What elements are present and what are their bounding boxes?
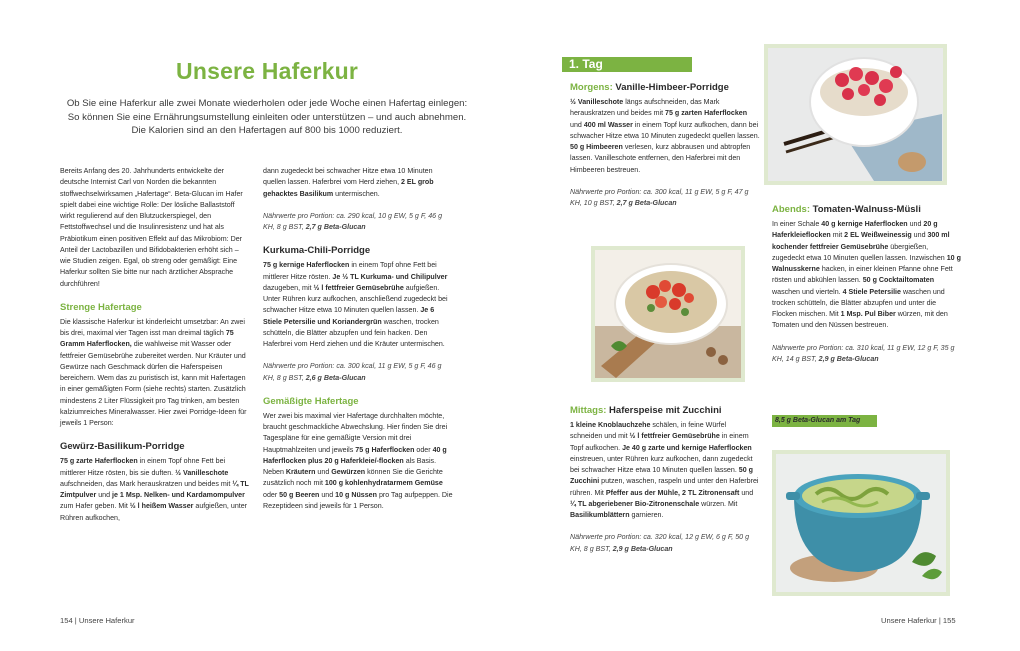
right-column-1 (570, 81, 760, 209)
nutrition-morgens: Nährwerte pro Portion: ca. 300 kcal, 11 g EW, 5 g F, 47 g KH, 10 g BST, 2,7 g Beta-Glucan (570, 187, 749, 207)
footer-right: Unsere Haferkur | 155 (881, 616, 956, 625)
heading-abends: Abends: Tomaten-Walnuss-Müsli (772, 204, 921, 215)
heading-gemaessigte-hafertage: Gemäßigte Hafertage (263, 395, 359, 407)
nutrition-gewuerz: Nährwerte pro Portion: ca. 290 kcal, 10 g EW, 5 g F, 46 g KH, 8 g BST, 2,7 g Beta-Glucan (263, 211, 443, 231)
photo-zucchini-haferspeise (772, 450, 950, 596)
zucchini-pot-image (772, 450, 950, 596)
intro-text: Bereits Anfang des 20. Jahrhunderts entwickelte der deutsche Internist Carl von Norden die bekannten stoffwechselwirksamen „Hafertage“. Beta-Glucan im Hafer spielt dabei eine wichtige Rolle: Der lösliche Ballaststoff wirkt regulierend auf den Blutzuckerspiegel, den Fettstoffwechsel und die Insulinresistenz und hat als Präbiotikum einen positiven Effekt auf das Mikrobiom: Der Anteil der Lactobazillen und Bifidobakterien erhöht sich – wie Studien zeigen. Egal, ob streng oder gemäßigt: Eine Haferkur sollten Sie bitte nur nach ärztlicher Absprache durchführen! (60, 167, 243, 288)
porridge-bowl-raspberry-image (764, 44, 947, 185)
photo-kurkuma-porridge (591, 246, 745, 382)
photo-vanille-porridge (764, 44, 947, 185)
left-column-1 (60, 166, 250, 524)
morgens-recipe: ½ Vanilleschote längs aufschneiden, das Mark herauskratzen und beides mit 75 g zarten Haferflocken und 400 ml Wasser in einem Topf kurz aufkochen, dann bei schwacher Hitze etwa 10 Minuten zugedeckt quellen lassen. 50 g Himbeeren verlesen, kurz abbrausen und abtropfen lassen. Vanilleschote entfernen, den Haferbrei mit den Himbeeren bestreuen. (570, 98, 760, 174)
gewuerz-recipe: 75 g zarte Haferflocken in einem Topf ohne Fett bei mittlerer Hitze rösten, bis sie duften. ½ Vanilleschote aufschneiden, das Mark herauskratzen und beides mit ¼ TL Zimtpulver und je 1 Msp. Nelken- und Kardamompulver zum Hafer geben. Mit ½ l heißem Wasser aufgießen, unter Rühren aufkochen, (60, 457, 249, 522)
heading-strenge-hafertage: Strenge Hafertage (60, 301, 142, 313)
page-title: Unsere Haferkur (176, 58, 358, 84)
mittags-recipe: 1 kleine Knoblauchzehe schälen, in feine Würfel schneiden und mit ½ l fettfreier Gemüsebrühe in einem Topf aufkochen. Je 40 g zarte und kernige Haferflocken einstreuen, unter Rühren kurz aufkochen, dann zugedeckt bei schwacher Hitze etwa 10 Minuten quellen lassen. 50 g Zucchini putzen, waschen, raspeln und unter den Haferbrei rühren. Mit Pfeffer aus der Mühle, 2 TL Zitronensaft und ¼ TL abgeriebener Bio-Zitronenschale würzen. Mit Basilikumblättern garnieren. (570, 421, 759, 519)
nutrition-kurkuma: Nährwerte pro Portion: ca. 300 kcal, 11 g EW, 5 g F, 46 g KH, 8 g BST, 2,6 g Beta-Glucan (263, 362, 442, 382)
nutrition-abends: Nährwerte pro Portion: ca. 310 kcal, 11 g EW, 12 g F, 35 g KH, 14 g BST, 2,9 g Beta-Glucan (772, 343, 955, 363)
heading-mittags: Mittags: Haferspeise mit Zucchini (570, 405, 722, 416)
day-tag: 1. Tag (562, 57, 692, 72)
abends-recipe: In einer Schale 40 g kernige Haferflocken und 20 g Haferkleieflocken mit 2 EL Weißweinessig und 300 ml kochender fettfreier Gemüsebrühe übergießen, zugedeckt etwa 10 Minuten quellen lassen. Inzwischen 10 g Walnusskerne hacken, in einer kleinen Pfanne ohne Fett rösten und abkühlen lassen. 50 g Cocktailtomaten waschen und vierteln. 4 Stiele Petersilie waschen und trocken schütteln, die Blätter abzupfen und unter die Flocken mischen. Mit 1 Msp. Pul Biber würzen, mit den Tomaten und den Nüssen bestreuen. (772, 220, 961, 330)
kurkuma-recipe: 75 g kernige Haferflocken in einem Topf ohne Fett bei mittlerer Hitze rösten. Je ½ TL Kurkuma- und Chilipulver dazugeben, mit ½ l fettfreier Gemüsebrühe aufgießen. Unter Rühren kurz aufkochen, anschließend zugedeckt bei schwacher Hitze etwa 10 Minuten quellen lassen. Je 6 Stiele Petersilie und Koriandergrün waschen, trocken schütteln, die Blätter abzupfen und fein hacken. Den Haferbrei vom Herd ziehen und die Kräuter untermischen. (263, 261, 448, 348)
beta-glucan-badge: 8,5 g Beta-Glucan am Tag (772, 415, 877, 427)
nutrition-mittags: Nährwerte pro Portion: ca. 320 kcal, 12 g EW, 6 g F, 50 g KH, 8 g BST, 2,9 g Beta-Glucan (570, 533, 750, 553)
right-column-2 (772, 203, 962, 365)
left-column-2 (263, 166, 453, 512)
footer-left: 154 | Unsere Haferkur (60, 616, 135, 625)
heading-gewuerz-porridge: Gewürz-Basilikum-Porridge (60, 441, 185, 453)
heading-morgens: Morgens: Vanille-Himbeer-Porridge (570, 82, 729, 93)
strenge-text: Die klassische Haferkur ist kinderleicht umsetzbar: An zwei bis drei, maximal vier Tagen isst man dreimal täglich 75 Gramm Haferflocken, die wahlweise mit Wasser oder fettfreier Gemüsebrühe zubereitet werden. Nur Kräuter und Gewürze nach Geschmack dürfen die Haferspeisen bereichern. Wem das zu puristisch ist, kann mit Hafertagen in einer gemäßigten Form (siehe rechts) starten. Zusätzlich mindestens 2 Liter Flüssigkeit pro Tag trinken, am besten kalziumreiches Mineralwasser. Hier zwei Porridge-Ideen für jeweils 1 Person: (60, 317, 247, 427)
gewuerz-recipe-cont: dann zugedeckt bei schwacher Hitze etwa 10 Minuten quellen lassen. Haferbrei vom Herd ziehen, 2 EL grob gehacktes Basilikum untermischen. (263, 167, 434, 198)
right-column-1b (570, 404, 760, 555)
gemaessigt-text: Wer zwei bis maximal vier Hafertage durchhalten möchte, braucht geschmackliche Abwechslung. Hier finden Sie drei Tagespläne für eine gemäßigte Version mit drei Hauptmahlzeiten und jeweils 75 g Haferflocken oder 40 g Haferflocken plus 20 g Haferkleie/-flocken als Basis. Neben Kräutern und Gewürzen können Sie die Gerichte zusätzlich noch mit 100 g kohlenhydratarmem Gemüse oder 50 g Beeren und 10 g Nüssen pro Tag aufpeppen. Die Rezeptideen sind jeweils für 1 Person. (263, 411, 453, 510)
porridge-bowl-tomato-image (591, 246, 745, 382)
heading-kurkuma-porridge: Kurkuma-Chili-Porridge (263, 245, 371, 257)
intro-paragraph: Ob Sie eine Haferkur alle zwei Monate wiederholen oder jede Woche einen Hafertag einlegen: So können Sie eine Ernährungsumstellung einleiten oder unterstützen – und auch abnehmen. Die Kalorien sind an den Hafertagen auf 800 bis 1000 reduziert. (66, 98, 468, 137)
